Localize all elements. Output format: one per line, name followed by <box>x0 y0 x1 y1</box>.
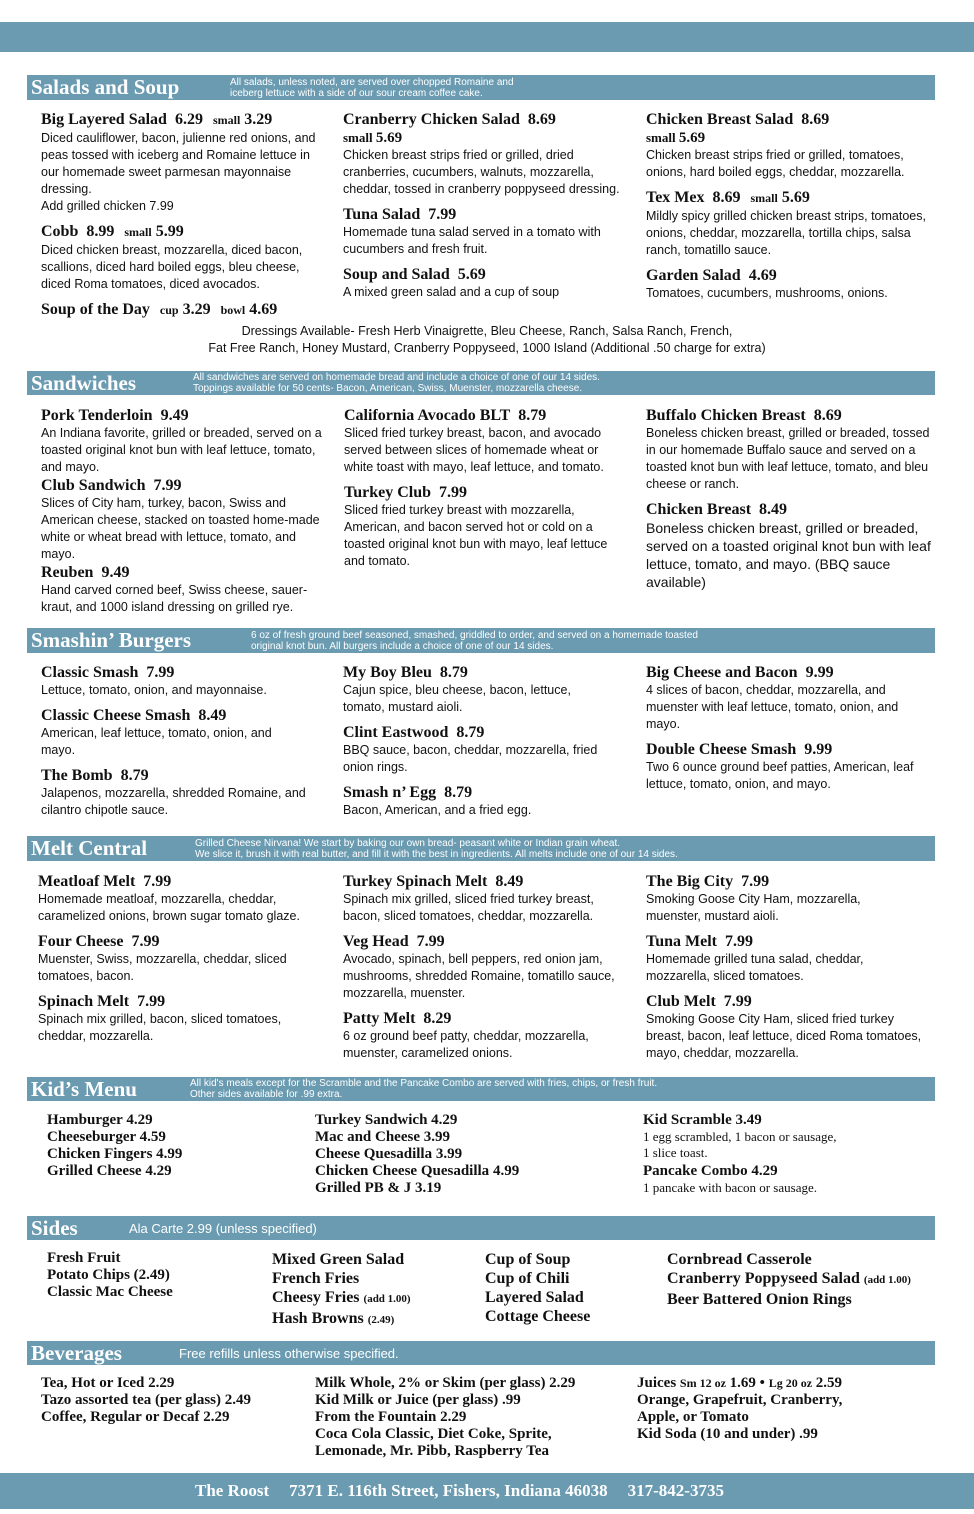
menu-item: California Avocado BLT 8.79 Sliced fried turkey breast, bacon, and avocado served between slices of homemade wheat or white toast with mayo, leaf lettuce, and tomato. <box>344 407 604 474</box>
kids-col-1 <box>47 1112 182 1180</box>
menu-item: Turkey Spinach Melt 8.49 Spinach mix grilled, sliced fried turkey breast, bacon, sliced tomatoes, cheddar, mozzarella. <box>343 873 594 923</box>
menu-item: Tex Mex 8.69 small 5.69 Mildly spicy grilled chicken breast strips, tomatoes, onions, cheddar, mozzarella, tortilla chips, salsa ranch, tomatillo sauce. <box>646 189 926 257</box>
section-header-beverages <box>27 1341 935 1365</box>
section-title: Sandwiches <box>31 370 137 395</box>
sandwiches-col-2 <box>344 406 626 577</box>
menu-item: Buffalo Chicken Breast 8.69 Boneless chicken breast, grilled or breaded, tossed in our homemade Buffalo sauce and served on a toasted knot bun with leaf lettuce, tomato, and bleu cheese or ranch. <box>646 407 930 491</box>
menu-item: The Bomb 8.79 Jalapenos, mozzarella, shredded Romaine, and cilantro chipotle sauce. <box>41 767 306 817</box>
section-title: Melt Central <box>31 836 148 860</box>
menu-item: Garden Salad 4.69 Tomatoes, cucumbers, mushrooms, onions. <box>646 267 888 300</box>
menu-item: Big Layered Salad 6.29 small 3.29 Diced cauliflower, bacon, julienne red onions, and peas tossed with iceberg and Romaine lettuce in our homemade sweet parmesan mayonnaise dressing. Add grilled chicken 7.99 <box>41 111 316 213</box>
section-header-salads <box>27 75 935 100</box>
section-title: Smashin’ Burgers <box>31 628 192 652</box>
kid-item: Grilled PB & J 3.19 <box>315 1180 442 1196</box>
section-header-burgers <box>27 628 935 653</box>
section-header-sandwiches <box>27 371 935 395</box>
salads-col-2 <box>343 110 628 308</box>
section-title: Sides <box>31 1215 78 1240</box>
burgers-col-1 <box>41 663 326 826</box>
menu-item: My Boy Bleu 8.79 Cajun spice, bleu cheese, bacon, lettuce, tomato, mustard aioli. <box>343 664 571 714</box>
menu-item: Smash n’ Egg 8.79 Bacon, American, and a fried egg. <box>343 784 532 817</box>
menu-item: Soup and Salad 5.69 A mixed green salad and a cup of soup <box>343 266 560 299</box>
kid-item: Kid Scramble 3.49 <box>643 1112 762 1128</box>
restaurant-phone: 317-842-3735 <box>627 1481 724 1500</box>
dressings-line-1: Dressings Available- Fresh Herb Vinaigrette, Bleu Cheese, Ranch, Salsa Ranch, French, <box>241 324 733 338</box>
dressings-line-2: Fat Free Ranch, Honey Mustard, Cranberry Poppyseed, 1000 Island (Additional .50 charge for extra) <box>208 341 766 355</box>
salads-col-1 <box>41 110 326 327</box>
section-note: All kid's meals except for the Scramble and the Pancake Combo are served with fries, chips, or fresh fruit. Other sides available for .99 extra. <box>190 1078 658 1100</box>
menu-item: Club Melt 7.99 Smoking Goose City Ham, sliced fried turkey breast, bacon, leaf lettuce, diced Roma tomatoes, mayo, cheddar, mozzarella. <box>646 993 922 1060</box>
section-title: Kid’s Menu <box>31 1076 137 1101</box>
section-title: Beverages <box>31 1340 122 1365</box>
section-title: Salads and Soup <box>31 75 180 99</box>
kid-item: Chicken Fingers 4.99 <box>47 1146 183 1162</box>
menu-item: Soup of the Day cup 3.29 bowl 4.69 <box>41 301 278 318</box>
sides-col-1: Fresh Fruit Potato Chips (2.49) Classic Mac Cheese <box>47 1250 173 1300</box>
menu-item: Chicken Breast 8.49 Boneless chicken breast, grilled or breaded, served on a toasted original knot bun with leaf lettuce, tomato, and mayo. (BBQ sauce available) <box>646 501 931 590</box>
burgers-col-3 <box>646 663 931 800</box>
menu-item: Tuna Salad 7.99 Homemade tuna salad served in a tomato with cucumbers and fresh fruit. <box>343 206 601 256</box>
restaurant-name: The Roost <box>195 1481 270 1500</box>
kid-item: Hamburger 4.29 <box>47 1112 153 1128</box>
menu-item: Veg Head 7.99 Avocado, spinach, bell peppers, red onion jam, mushrooms, shredded Romaine, tomatillo sauce, mozzarella, muenster. <box>343 933 615 1000</box>
kid-item: Pancake Combo 4.29 <box>643 1163 778 1179</box>
top-banner <box>0 22 974 52</box>
menu-item: Patty Melt 8.29 6 oz ground beef patty, cheddar, mozzarella, muenster, caramelized onions. <box>343 1010 589 1060</box>
section-header-sides <box>27 1216 935 1240</box>
menu-item: Pork Tenderloin 9.49 An Indiana favorite, grilled or breaded, served on a toasted original knot bun with leaf lettuce, tomato, and mayo. <box>41 407 322 474</box>
footer-bar <box>0 1473 974 1509</box>
kid-item: Mac and Cheese 3.99 <box>315 1129 450 1145</box>
menu-item: Classic Cheese Smash 8.49 American, leaf lettuce, tomato, onion, and mayo. <box>41 707 272 757</box>
sides-col-2: Mixed Green Salad French Fries Cheesy Fries (add 1.00) Hash Browns (2.49) <box>272 1251 411 1327</box>
salads-col-3 <box>646 110 931 309</box>
menu-item: Club Sandwich 7.99 Slices of City ham, turkey, bacon, Swiss and American cheese, stacked on toasted home-made white or wheat bread with lettuce, tomato, and mayo. <box>41 477 320 561</box>
section-note: Ala Carte 2.99 (unless specified) <box>129 1221 317 1236</box>
menu-item: Chicken Breast Salad 8.69 small 5.69 Chicken breast strips fried or grilled, tomatoes, onions, hard boiled eggs, cheddar, mozzarella. <box>646 111 905 179</box>
sandwiches-col-1 <box>41 406 326 616</box>
menu-item: Big Cheese and Bacon 9.99 4 slices of bacon, cheddar, mozzarella, and muenster with leaf lettuce, tomato, onion, and mayo. <box>646 664 899 731</box>
kids-col-3: Kid Scramble 3.49 1 egg scrambled, 1 bacon or sausage, 1 slice toast. Pancake Combo 4.29 1 pancake with bacon or sausage. <box>643 1112 837 1195</box>
sides-col-3: Cup of Soup Cup of Chili Layered Salad Cottage Cheese <box>485 1251 591 1325</box>
beverages-col-2: Milk Whole, 2% or Skim (per glass) 2.29 Kid Milk or Juice (per glass) .99 From the Fountain 2.29 Coca Cola Classic, Diet Coke, Sprite, Lemonade, Mr. Pibb, Raspberry Tea <box>315 1375 576 1459</box>
kid-item: Grilled Cheese 4.29 <box>47 1163 172 1179</box>
melts-col-1 <box>38 872 328 1052</box>
section-note: All salads, unless noted, are served over chopped Romaine and iceberg lettuce with a side of our sour cream coffee cake. <box>230 77 514 99</box>
section-note: Grilled Cheese Nirvana! We start by baking our own bread- peasant white or Indian grain wheat. We slice it, brush it with real butter, and fill it with the best in ingredients. All melts include one of our 14 sides. <box>195 838 678 860</box>
section-note: 6 oz of fresh ground beef seasoned, smashed, griddled to order, and served on a homemade toasted original knot bun. All burgers include a choice of one of our 14 sides. <box>251 630 698 652</box>
restaurant-address: 7371 E. 116th Street, Fishers, Indiana 46038 <box>289 1481 608 1500</box>
menu-item: Clint Eastwood 8.79 BBQ sauce, bacon, cheddar, mozzarella, fried onion rings. <box>343 724 598 774</box>
sides-col-4: Cornbread Casserole Cranberry Poppyseed Salad (add 1.00) Beer Battered Onion Rings <box>667 1251 911 1308</box>
kid-item: Chicken Cheese Quesadilla 4.99 <box>315 1163 520 1179</box>
kid-item: Turkey Sandwich 4.29 <box>315 1112 458 1128</box>
section-header-kids <box>27 1077 935 1101</box>
beverages-col-3: Juices Sm 12 oz 1.69 • Lg 20 oz 2.59 Orange, Grapefruit, Cranberry, Apple, or Tomato Kid Soda (10 and under) .99 <box>637 1375 843 1442</box>
burgers-col-2 <box>343 663 628 826</box>
section-header-melts <box>27 836 935 861</box>
menu-item: Reuben 9.49 Hand carved corned beef, Swiss cheese, sauer-kraut, and 1000 island dressing on grilled rye. <box>41 564 308 614</box>
beverages-col-1: Tea, Hot or Iced 2.29 Tazo assorted tea (per glass) 2.49 Coffee, Regular or Decaf 2.29 <box>41 1375 251 1425</box>
menu-item: Four Cheese 7.99 Muenster, Swiss, mozzarella, cheddar, sliced tomatoes, bacon. <box>38 933 287 983</box>
melts-col-2 <box>343 872 628 1069</box>
kid-item: Cheese Quesadilla 3.99 <box>315 1146 463 1162</box>
menu-item: Classic Smash 7.99 Lettuce, tomato, onion, and mayonnaise. <box>41 664 267 697</box>
melts-col-3 <box>646 872 931 1069</box>
menu-item: Cobb 8.99 small 5.99 Diced chicken breast, mozzarella, diced bacon, scallions, diced hard boiled eggs, bleu cheese, diced Roma tomatoes, diced avocados. <box>41 223 303 291</box>
menu-item: Meatloaf Melt 7.99 Homemade meatloaf, mozzarella, cheddar, caramelized onions, brown sugar tomato glaze. <box>38 873 300 923</box>
sandwiches-col-3 <box>646 406 934 598</box>
section-note: Free refills unless otherwise specified. <box>179 1346 399 1361</box>
menu-item: Cranberry Chicken Salad 8.69 small 5.69 Chicken breast strips fried or grilled, dried cranberries, cucumbers, walnuts, mozzarella, cheddar, tossed in cranberry poppyseed dressing. <box>343 111 620 196</box>
menu-item: Tuna Melt 7.99 Homemade grilled tuna salad, cheddar, mozzarella, sliced tomatoes. <box>646 933 864 983</box>
menu-item: The Big City 7.99 Smoking Goose City Ham, mozzarella, muenster, mustard aioli. <box>646 873 861 923</box>
kid-item: Cheeseburger 4.59 <box>47 1129 166 1145</box>
menu-item: Turkey Club 7.99 Sliced fried turkey breast with mozzarella, American, and bacon served hot or cold on a toasted original knot bun with mayo, leaf lettuce and tomato. <box>344 484 608 568</box>
kids-col-2 <box>315 1112 519 1197</box>
menu-item: Spinach Melt 7.99 Spinach mix grilled, bacon, sliced tomatoes, cheddar, mozzarella. <box>38 993 282 1043</box>
menu-item: Double Cheese Smash 9.99 Two 6 ounce ground beef patties, American, leaf lettuce, tomato, onion, and mayo. <box>646 741 914 791</box>
section-note: All sandwiches are served on homemade bread and include a choice of one of our 14 sides. Toppings available for 50 cents- Bacon, American, Swiss, Muenster, mozzarella cheese. <box>193 372 600 394</box>
